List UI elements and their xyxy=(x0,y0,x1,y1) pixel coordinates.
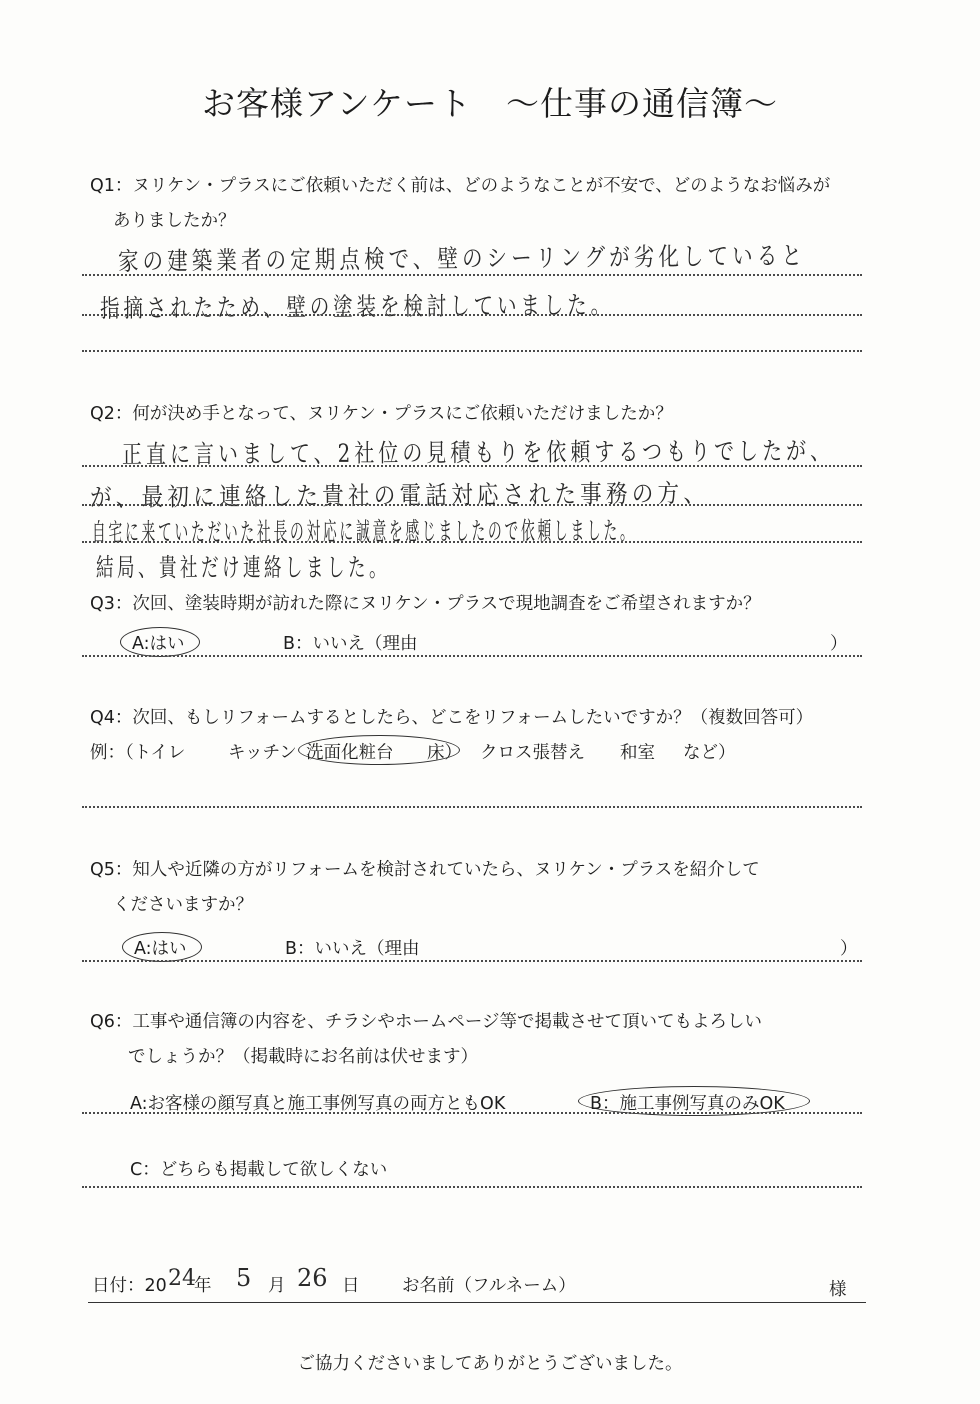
q4-example-washstand: 洗面化粧台 xyxy=(306,743,394,763)
q1-answer-rule-1 xyxy=(82,274,862,276)
q4-example-cloth: クロス張替え xyxy=(480,743,585,763)
q1-answer-line1: 家の建築業者の定期点検で、壁のシーリングが劣化していると xyxy=(117,240,807,276)
q4-example-prefix: 例：（トイレ xyxy=(90,743,186,763)
q6-question-line1: Q6：工事や通信簿の内容を、チラシやホームページ等で掲載させて頂いてもよろしい xyxy=(90,1012,763,1032)
q3-question: Q3：次回、塗装時期が訪れた際にヌリケン・プラスで現地調査をご希望されますか？ xyxy=(90,594,761,614)
q3-option-a: A:はい xyxy=(132,634,185,654)
q2-question: Q2：何が決め手となって、ヌリケン・プラスにご依頼いただけましたか？ xyxy=(90,404,673,424)
q5-option-b: B：いいえ（理由 xyxy=(285,939,420,959)
q6-option-c: C：どちらも掲載して欲しくない xyxy=(130,1160,388,1180)
q4-example-floor: 床） xyxy=(427,743,462,763)
q1-answer-rule-3 xyxy=(82,350,862,352)
q4-answer-rule xyxy=(82,806,862,808)
q2-answer-rule-2 xyxy=(82,504,862,506)
date-year-handwritten: 24 xyxy=(168,1266,196,1291)
q3-close-paren: ） xyxy=(830,634,848,654)
q3-answer-rule xyxy=(82,655,862,657)
q5-answer-rule xyxy=(82,960,862,962)
date-day-unit: 日 xyxy=(342,1276,360,1296)
q2-answer-rule-3 xyxy=(82,541,862,543)
q2-answer-line3: 自宅に来ていただいた社長の対応に誠意を感じましたので依頼しました。 xyxy=(91,516,637,547)
q6-option-b: B：施工事例写真のみOK xyxy=(590,1094,785,1114)
q5-question-line2: くださいますか？ xyxy=(113,895,253,915)
date-name-underline xyxy=(88,1302,866,1303)
q5-option-a: A:はい xyxy=(134,939,187,959)
q6-option-c-rule xyxy=(82,1186,862,1188)
q6-option-ab-rule xyxy=(82,1112,862,1114)
q6-option-a: A:お客様の顔写真と施工事例写真の両方ともOK xyxy=(130,1094,506,1114)
q1-answer-line2: 指摘されたため、壁の塗装を検討していました。 xyxy=(99,290,615,323)
date-month-unit: 月 xyxy=(268,1276,286,1296)
q4-example-etc: など） xyxy=(683,743,736,763)
date-label: 日付：20 xyxy=(92,1276,167,1296)
q4-example-kitchen: キッチン xyxy=(228,743,297,763)
q1-question-line2: ありましたか？ xyxy=(113,211,236,231)
page-title: お客様アンケート ～仕事の通信簿～ xyxy=(201,84,779,123)
q5-close-paren: ） xyxy=(840,939,858,959)
name-label: お名前（フルネーム） xyxy=(402,1276,576,1296)
q1-answer-rule-2 xyxy=(82,314,862,316)
q3-option-b: B：いいえ（理由 xyxy=(283,634,418,654)
q4-question: Q4：次回、もしリフォームするとしたら、どこをリフォームしたいですか？（複数回答可） xyxy=(90,708,814,728)
date-day-handwritten: 26 xyxy=(297,1264,328,1292)
q1-question-line1: Q1：ヌリケン・プラスにご依頼いただく前は、どのようなことが不安で、どのようなお悩みが xyxy=(90,176,831,196)
q4-example-washitsu: 和室 xyxy=(620,743,655,763)
q5-question-line1: Q5：知人や近隣の方がリフォームを検討されていたら、ヌリケン・プラスを紹介して xyxy=(90,860,760,880)
q2-answer-rule-1 xyxy=(82,465,862,467)
thank-you-message: ご協力くださいましてありがとうございました。 xyxy=(297,1354,683,1374)
q6-question-line2: でしょうか？（掲載時にお名前は伏せます） xyxy=(128,1047,478,1067)
q2-answer-line2: が、最初に連絡した貴社の電話対応された事務の方、 xyxy=(89,478,710,512)
q2-answer-line1: 正直に言いまして、2社位の見積もりを依頼するつもりでしたが、 xyxy=(121,436,835,469)
name-suffix: 様 xyxy=(829,1280,847,1300)
date-month-handwritten: 5 xyxy=(236,1264,252,1292)
q2-answer-line4: 結局、貴社だけ連絡しました。 xyxy=(96,553,391,582)
date-year-unit: 年 xyxy=(194,1276,212,1296)
